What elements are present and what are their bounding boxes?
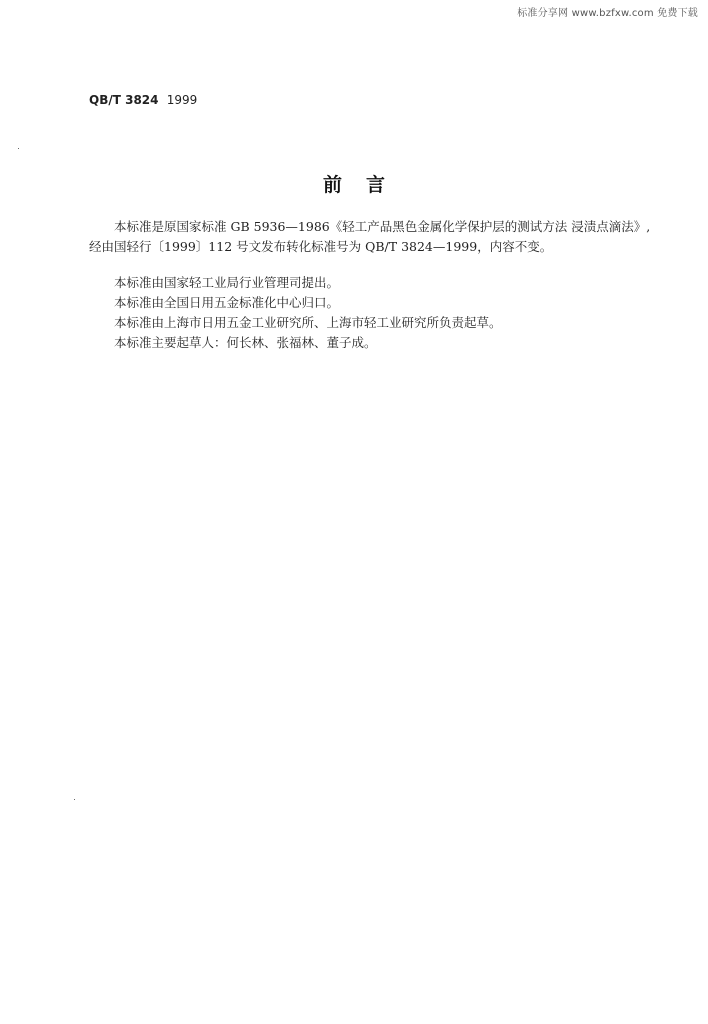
scan-speck — [74, 799, 75, 800]
paragraph-line: 经由国轻行〔1999〕112 号文发布转化标准号为 QB/T 3824—1999，内容不变。 — [89, 239, 553, 254]
administration-statement: 本标准由全国日用五金标准化中心归口。 — [114, 295, 340, 310]
scan-speck — [18, 148, 19, 149]
standard-code: QB/T 3824 — [89, 93, 159, 107]
standard-year: 1999 — [166, 93, 198, 107]
drafters-statement: 本标准主要起草人：何长林、张福林、董子成。 — [114, 335, 377, 350]
foreword-paragraph-1 — [89, 217, 679, 257]
drafting-unit-statement: 本标准由上海市日用五金工业研究所、上海市轻工业研究所负责起草。 — [114, 315, 502, 330]
foreword-paragraph-list — [89, 273, 679, 353]
proposer-statement: 本标准由国家轻工业局行业管理司提出。 — [114, 275, 340, 290]
watermark: 标准分享网 www.bzfxw.com 免费下载 — [517, 8, 698, 19]
standard-number-header — [89, 93, 197, 107]
page-title: 前言 — [322, 174, 409, 196]
paragraph-line: 本标准是原国家标准 GB 5936—1986《轻工产品黑色金属化学保护层的测试方法 浸渍点滴法》, — [114, 219, 651, 234]
